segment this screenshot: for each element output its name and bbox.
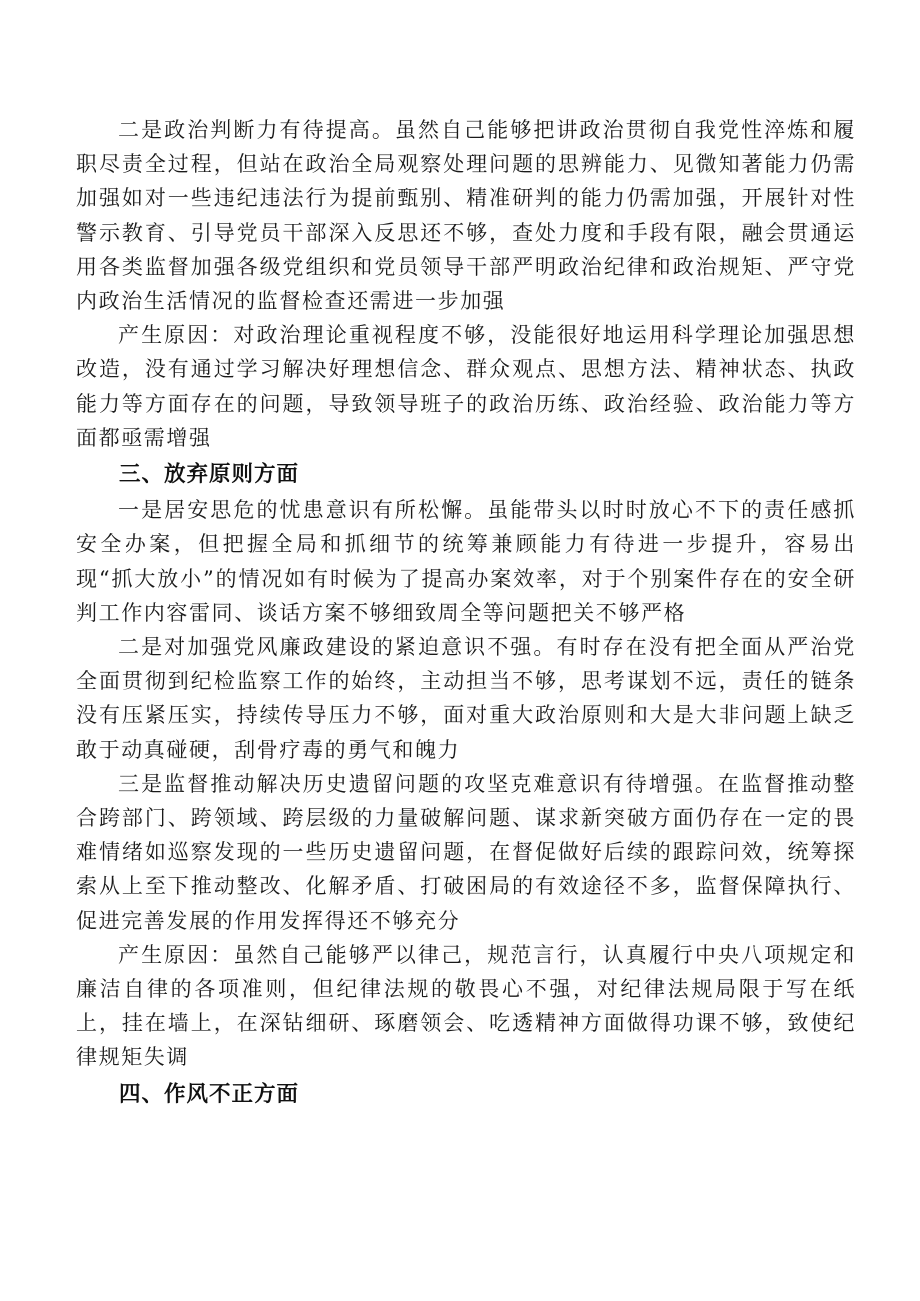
paragraph-political-judgment: 二是政治判断力有待提高。虽然自己能够把讲政治贯彻自我党性淬炼和履职尽责全过程，但站在政治全局观察处理问题的思辨能力、见微知著能力仍需加强如对一些违纪违法行为提前甄别、精准研判的能力仍需加强，开展针对性警示教育、引导党员干部深入反思还不够，查处力度和手段有限，融会贯通运用各类监督加强各级党组织和党员领导干部严明政治纪律和政治规矩、严守党内政治生活情况的监督检查还需进一步加强 xyxy=(76,118,856,314)
paragraph-legacy-issues: 三是监督推动解决历史遗留问题的攻坚克难意识有待增强。在监督推动整合跨部门、跨领域、跨层级的力量破解问题、谋求新突破方面仍存在一定的畏难情绪如巡察发现的一些历史遗留问题，在督促做好后续的跟踪问效，统筹探索从上至下推动整改、化解矛盾、打破困局的有效途径不多，监督保障执行、促进完善发展的作用发挥得还不够充分 xyxy=(76,771,856,933)
paragraph-cause-1: 产生原因：对政治理论重视程度不够，没能很好地运用科学理论加强思想改造，没有通过学习解决好理想信念、群众观点、思想方法、精神状态、执政能力等方面存在的问题，导致领导班子的政治历练、政治经验、政治能力等方面都亟需增强 xyxy=(76,323,856,450)
section-heading-3: 三、放弃原则方面 xyxy=(119,462,300,488)
paragraph-party-discipline: 二是对加强党风廉政建设的紧迫意识不强。有时存在没有把全面从严治党全面贯彻到纪检监察工作的始终，主动担当不够，思考谋划不远，责任的链条没有压紧压实，持续传导压力不够，面对重大政治原则和大是大非问题上缺乏敢于动真碰硬，刮骨疗毒的勇气和魄力 xyxy=(76,635,856,762)
paragraph-vigilance: 一是居安思危的忧患意识有所松懈。虽能带头以时时放心不下的责任感抓安全办案，但把握全局和抓细节的统筹兼顾能力有待进一步提升，容易出现“抓大放小”的情况如有时候为了提高办案效率，对于个别案件存在的安全研判工作内容雷同、谈话方案不够细致周全等问题把关不够严格 xyxy=(76,498,856,625)
paragraph-cause-2: 产生原因：虽然自己能够严以律己，规范言行，认真履行中央八项规定和廉洁自律的各项准则，但纪律法规的敬畏心不强，对纪律法规局限于写在纸上，挂在墙上，在深钻细研、琢磨领会、吃透精神方面做得功课不够，致使纪律规矩失调 xyxy=(76,942,856,1070)
document-page xyxy=(76,113,856,1113)
section-heading-4: 四、作风不正方面 xyxy=(119,1081,300,1107)
